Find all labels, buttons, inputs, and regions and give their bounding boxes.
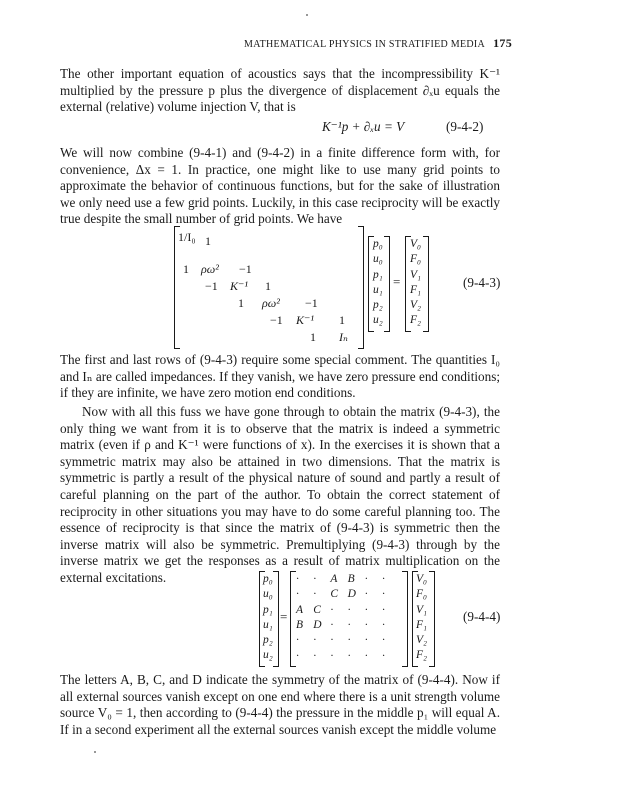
- inverse-matrix-cell: ·: [330, 603, 334, 616]
- matrix-cell-r5c4: −1: [270, 313, 283, 327]
- matrix-cell-r1c2: 1: [205, 234, 211, 248]
- excitations-right-bracket: [429, 571, 435, 667]
- matrix-cell-r5c6: 1: [339, 313, 345, 327]
- excitation-entry: F₁: [416, 618, 428, 631]
- unknowns-right-bracket: [384, 236, 390, 332]
- matrix-cell-r4c5: −1: [305, 296, 318, 310]
- matrix-cell-r3c4: 1: [265, 279, 271, 293]
- source-entry: F₂: [410, 314, 422, 327]
- response-entry: u₂: [263, 649, 273, 662]
- inverse-matrix-cell: ·: [347, 634, 351, 647]
- equation-label-9-4-3: (9-4-3): [463, 275, 501, 290]
- equation-label-9-4-2: (9-4-2): [446, 119, 484, 134]
- inverse-matrix-cell: ·: [382, 588, 385, 601]
- inverse-matrix-cell: ·: [347, 618, 351, 631]
- running-header: [244, 36, 512, 51]
- inverse-matrix-cell: ·: [364, 634, 368, 647]
- matrix-cell-r3c3: K⁻¹: [230, 279, 248, 293]
- source-entry: F₁: [410, 283, 422, 296]
- equation-9-4-2: K⁻¹p + ∂ₓu = V: [322, 119, 405, 134]
- inverse-matrix-cell: C: [330, 588, 339, 601]
- paragraph-finite-difference: [60, 145, 500, 228]
- response-entry: p₂: [263, 634, 273, 647]
- matrix-cell-r5c5: K⁻¹: [296, 313, 314, 327]
- response-entry: p₁: [263, 603, 273, 616]
- inverse-matrix-cell: ·: [347, 603, 351, 616]
- excitation-entry: F₀: [416, 588, 428, 601]
- unknown-entry: p₀: [373, 238, 383, 250]
- inverse-matrix-cell: ·: [364, 603, 368, 616]
- sources-right-bracket: [423, 236, 429, 332]
- source-entry: V₂: [410, 299, 422, 312]
- sources-vector: [410, 237, 421, 329]
- paragraph-symmetry-letters: [60, 672, 500, 738]
- paragraph-impedances: [60, 352, 500, 402]
- paragraph-text: Now with all this fuss we have gone through to obtain the matrix (9-4-3), the only thing we want from it is to observe that the matrix is indeed a symmetric matrix (even if ρ and K⁻¹ were functions of x). In the exercises it is shown that a symmetric matrix may also be attained in two dimensions. That the matrix is symmetric is partly a result of the physical nature of sound and partly a result of careful planning on the part of the author. To obtain the correct statement of reciprocity in other situations you may have to do some careful planning too. The essence of reciprocity is that since the matrix of (9-4-3) is symmetric then the inverse matrix will also be symmetric. Premultiplying (9-4-3) through by the inverse matrix we get the responses as a result of matrix multiplication on the external excitations.: [60, 404, 500, 585]
- inverse-matrix-cell: D: [313, 618, 322, 631]
- unknown-entry: p₁: [373, 268, 383, 281]
- equation-label-9-4-4: (9-4-4): [463, 609, 501, 624]
- inverse-matrix-cell: ·: [313, 588, 317, 601]
- inverse-matrix-cell: ·: [364, 649, 368, 662]
- matrix-right-bracket: [358, 226, 364, 349]
- excitation-entry: V₀: [416, 573, 428, 585]
- excitation-entry: V₁: [416, 603, 428, 616]
- matrix-cell-r2c1: 1: [183, 262, 189, 276]
- excitation-entry: V₂: [416, 634, 428, 647]
- paragraph-text: The other important equation of acoustics says that the incompressibility K⁻¹ multiplied by the pressure p plus the divergence of displacement ∂ₓu equals the external (relative) volume injection V, that is: [60, 66, 500, 115]
- inverse-matrix-cell: B: [347, 573, 355, 585]
- inverse-matrix-cell: A: [330, 573, 338, 585]
- equals-sign: =: [393, 274, 401, 289]
- inverse-matrix-cell: ·: [313, 634, 317, 647]
- scan-speck: [306, 14, 308, 16]
- excitations-vector: [416, 572, 427, 664]
- inverse-matrix-cell: ·: [382, 618, 385, 631]
- inverse-matrix-cell: ·: [382, 573, 385, 585]
- scan-speck: [94, 751, 96, 753]
- page-number: 175: [493, 36, 512, 50]
- matrix-cell-r4c4: ρω²: [262, 296, 280, 310]
- unknown-entry: u₁: [373, 283, 383, 296]
- response-entry: u₀: [263, 588, 273, 601]
- responses-right-bracket: [273, 571, 279, 667]
- inverse-matrix-cell: ·: [296, 573, 299, 585]
- unknown-entry: u₀: [373, 253, 383, 266]
- paragraph-text: The letters A, B, C, and D indicate the symmetry of the matrix of (9-4-4). Now if all external sources vanish except on one end where there is a unit strength volume source V₀ = 1, then according to (9-4-4) the pressure in the middle p₁ will equal A. If in a second experiment all the external sources vanish except the middle volume: [60, 672, 500, 737]
- inverse-matrix-cell: ·: [382, 603, 385, 616]
- paragraph-text: The first and last rows of (9-4-3) require some special comment. The quantities I₀ and Iₙ are called impedances. If they vanish, we have zero pressure end conditions; if they are infinite, we have zero motion end conditions.: [60, 352, 500, 401]
- inverse-matrix-cell: ·: [313, 649, 317, 662]
- responses-vector: [263, 572, 273, 664]
- paragraph-incompressibility: [60, 66, 500, 116]
- inverse-matrix-right-bracket: [402, 571, 408, 667]
- matrix-cell-r2c3: −1: [239, 262, 252, 276]
- source-entry: F₀: [410, 253, 422, 266]
- inverse-matrix-cell: B: [296, 618, 304, 631]
- inverse-matrix-cell: ·: [330, 634, 334, 647]
- matrix-cell-r4c3: 1: [238, 296, 244, 310]
- inverse-matrix-cell: ·: [382, 634, 385, 647]
- inverse-matrix-cell: ·: [364, 573, 368, 585]
- inverse-matrix-cell: ·: [364, 618, 368, 631]
- paragraph-text: We will now combine (9-4-1) and (9-4-2) in a finite difference form with, for convenience, Δx = 1. In practice, one might like to use many grid points to approximate the behavior of continuous functions, but for the sake of illustration we only need use a few grid points. Luckily, in this case reciprocity will be exactly true despite the small number of grid points. We have: [60, 145, 500, 227]
- response-entry: u₁: [263, 618, 273, 631]
- matrix-cell-r1c1: 1/I₀: [178, 230, 196, 244]
- unknowns-vector: [373, 237, 383, 329]
- inverse-matrix-cell: ·: [382, 649, 385, 662]
- unknown-entry: u₂: [373, 314, 383, 327]
- matrix-cell-r2c2: ρω²: [201, 262, 219, 276]
- paragraph-reciprocity: [60, 404, 500, 587]
- excitation-entry: F₂: [416, 649, 428, 662]
- inverse-matrix-cell: ·: [347, 649, 351, 662]
- matrix-cell-r6c5: 1: [310, 330, 316, 344]
- source-entry: V₁: [410, 268, 422, 281]
- response-entry: p₀: [263, 573, 273, 585]
- inverse-matrix-cell: ·: [296, 634, 299, 647]
- unknown-entry: p₂: [373, 299, 383, 312]
- inverse-matrix-cell: C: [313, 603, 321, 616]
- inverse-matrix-cell: ·: [296, 649, 299, 662]
- inverse-matrix-cell: ·: [330, 618, 334, 631]
- inverse-matrix-cell: A: [296, 603, 304, 616]
- running-title: MATHEMATICAL PHYSICS IN STRATIFIED MEDIA: [244, 39, 486, 50]
- inverse-matrix-cell: ·: [313, 573, 317, 585]
- source-entry: V₀: [410, 238, 422, 250]
- equals-sign: =: [280, 609, 288, 624]
- inverse-matrix-cell: D: [347, 588, 356, 601]
- inverse-matrix-cell: ·: [296, 588, 299, 601]
- inverse-matrix-cell: ·: [364, 588, 368, 601]
- matrix-cell-r6c6: Iₙ: [339, 330, 348, 344]
- matrix-cell-r3c2: −1: [205, 279, 218, 293]
- inverse-matrix-cell: ·: [330, 649, 334, 662]
